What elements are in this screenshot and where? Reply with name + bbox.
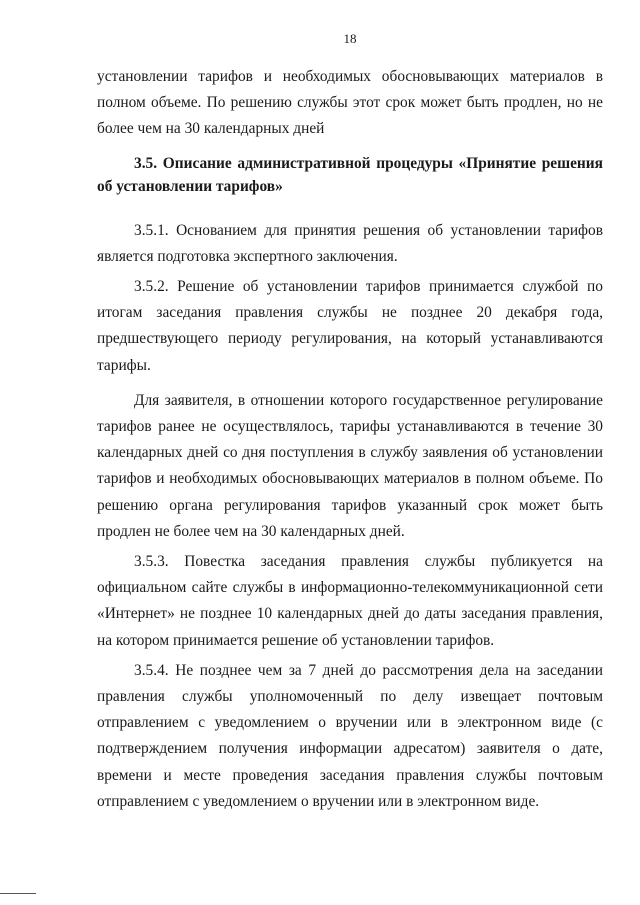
document-body <box>97 64 603 815</box>
paragraph-new-applicant: Для заявителя, в отношении которого государственное регулирование тарифов ранее не осуществлялось, тарифы устанавливаются в течение 30 календарных дней со дня поступления в службу заявления об установлении тарифов и необходимых обосновывающих материалов в полном объеме. По решению органа регулирования тарифов указанный срок может быть продлен не более чем на 30 календарных дней. <box>97 391 603 540</box>
page-number: 18 <box>343 31 357 46</box>
paragraph-3-5-2: 3.5.2. Решение об установлении тарифов принимается службой по итогам заседания правления службы не позднее 20 декабря года, предшествующего периоду регулирования, на который устанавливаются тарифы. <box>97 278 603 374</box>
paragraph-3-5-3: 3.5.3. Повестка заседания правления службы публикуется на официальном сайте службы в информационно-телекоммуникационной сети «Интернет» не позднее 10 календарных дней до даты заседания правления, на котором принимается решение об установлении тарифов. <box>97 553 603 649</box>
intro-paragraph: установлении тарифов и необходимых обосновывающих материалов в полном объеме. По решению службы этот срок может быть продлен, но не более чем на 30 календарных дней <box>97 68 603 138</box>
paragraph-3-5-1: 3.5.1. Основанием для принятия решения об установлении тарифов является подготовка экспертного заключения. <box>97 221 603 265</box>
footnote-separator-line <box>0 893 36 894</box>
section-heading: 3.5. Описание административной процедуры «Принятие решения об установлении тарифов» <box>97 154 603 195</box>
paragraph-3-5-4: 3.5.4. Не позднее чем за 7 дней до рассмотрения дела на заседании правления службы уполномоченный по делу извещает почтовым отправлением с уведомлением о вручении или в электронном виде (с подтверждением получения информации адресатом) заявителя о дате, времени и месте проведения заседания правления службы почтовым отправлением с уведомлением о вручении или в электронном виде. <box>97 661 603 810</box>
